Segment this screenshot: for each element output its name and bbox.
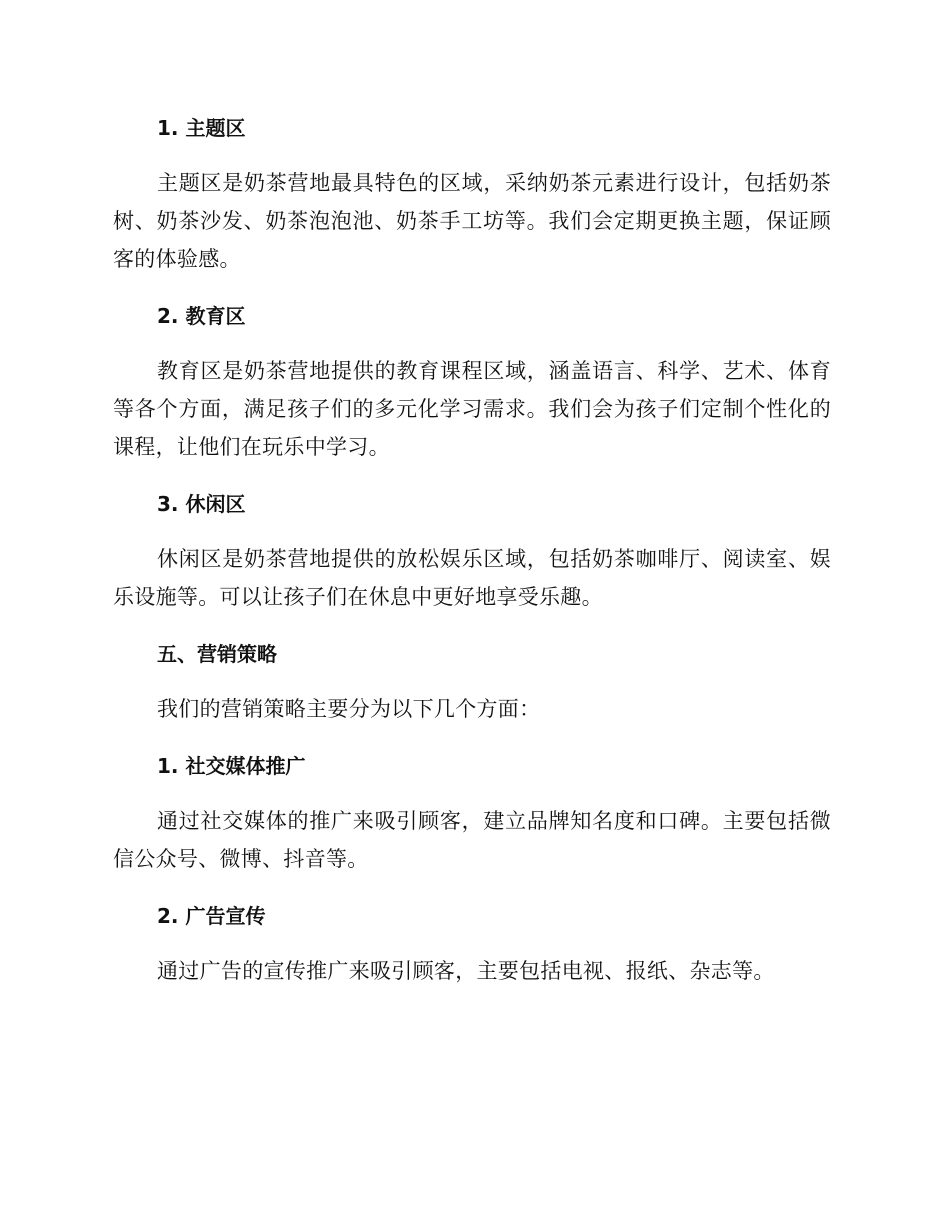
paragraph-leisure-zone: 休闲区是奶茶营地提供的放松娱乐区域，包括奶茶咖啡厅、阅读室、娱乐设施等。可以让孩子们在休息中更好地享受乐趣。: [113, 547, 831, 609]
section-heading-leisure-zone: 3. 休闲区: [157, 492, 246, 516]
document-body: [113, 110, 831, 990]
paragraph-social-media: 通过社交媒体的推广来吸引顾客，建立品牌知名度和口碑。主要包括微信公众号、微博、抖音等。: [113, 809, 831, 871]
chapter-heading-marketing-strategy: 五、营销策略: [157, 642, 277, 666]
paragraph-theme-zone: 主题区是奶茶营地最具特色的区域，采纳奶茶元素进行设计，包括奶茶树、奶茶沙发、奶茶泡泡池、奶茶手工坊等。我们会定期更换主题，保证顾客的体验感。: [113, 171, 831, 271]
paragraph-advertising: 通过广告的宣传推广来吸引顾客，主要包括电视、报纸、杂志等。: [157, 959, 775, 983]
section-heading-social-media: 1. 社交媒体推广: [157, 754, 306, 778]
paragraph-marketing-intro: 我们的营销策略主要分为以下几个方面：: [157, 697, 541, 721]
section-heading-advertising: 2. 广告宣传: [157, 904, 266, 928]
section-heading-theme-zone: 1. 主题区: [157, 116, 246, 140]
paragraph-education-zone: 教育区是奶茶营地提供的教育课程区域，涵盖语言、科学、艺术、体育等各个方面，满足孩子们的多元化学习需求。我们会为孩子们定制个性化的课程，让他们在玩乐中学习。: [113, 359, 831, 459]
section-heading-education-zone: 2. 教育区: [157, 304, 246, 328]
